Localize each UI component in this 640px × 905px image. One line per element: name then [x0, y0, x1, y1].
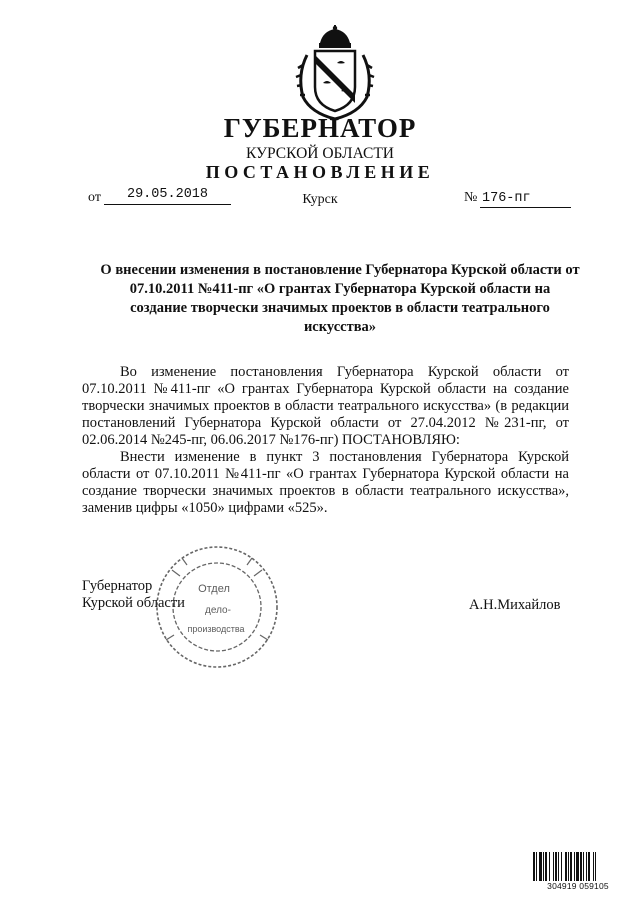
- body-paragraph-resolution: Внести изменение в пункт 3 постановления Губернатора Курской области от 07.10.2011 №411-пг «О грантах Губернатора Курской области на создание творчески значимых проектов в области театрального искусства», заменив цифры «1050» цифрами «525».: [82, 449, 569, 516]
- signatory-position-line2: Курской области: [82, 595, 185, 611]
- office-stamp: [152, 540, 282, 675]
- number-label: №: [464, 190, 478, 205]
- decree-number: 176-пг: [480, 191, 571, 208]
- decree-date: 29.05.2018: [104, 187, 231, 205]
- city-name: Курск: [302, 192, 338, 207]
- stamp-text-line1: Отдел: [198, 583, 230, 595]
- signatory-position-line1: Губернатор: [82, 578, 153, 594]
- barcode-number: 304919 059105: [532, 881, 624, 891]
- decree-body: [82, 364, 569, 517]
- document-type-heading: ПОСТАНОВЛЕНИЕ: [205, 162, 435, 182]
- governor-title: ГУБЕРНАТОР: [223, 113, 417, 143]
- date-label: от: [88, 190, 101, 205]
- decree-subject: О внесении изменения в постановление Губернатора Курской области от 07.10.2011 №411-пг «О грантах Губернатора Курской области на создание творчески значимых проектов в области театрального искусства»: [100, 262, 580, 335]
- stamp-text-line2: дело-: [205, 605, 231, 616]
- body-paragraph-preamble: Во изменение постановления Губернатора Курской области от 07.10.2011 №411-пг «О грантах Губернатора Курской области на создание творчески значимых проектов в области театрального искусства» (в редакции постановлений Губернатора Курской области от 27.04.2012 №231-пг, от 02.06.2014 №245-пг, 06.06.2017 №176-пг) ПОСТАНОВЛЯЮ:: [82, 364, 569, 448]
- signatory-name: А.Н.Михайлов: [469, 597, 561, 613]
- region-name: КУРСКОЙ ОБЛАСТИ: [245, 145, 394, 162]
- stamp-text-line3: производства: [187, 624, 245, 634]
- coat-of-arms-emblem: [293, 25, 377, 121]
